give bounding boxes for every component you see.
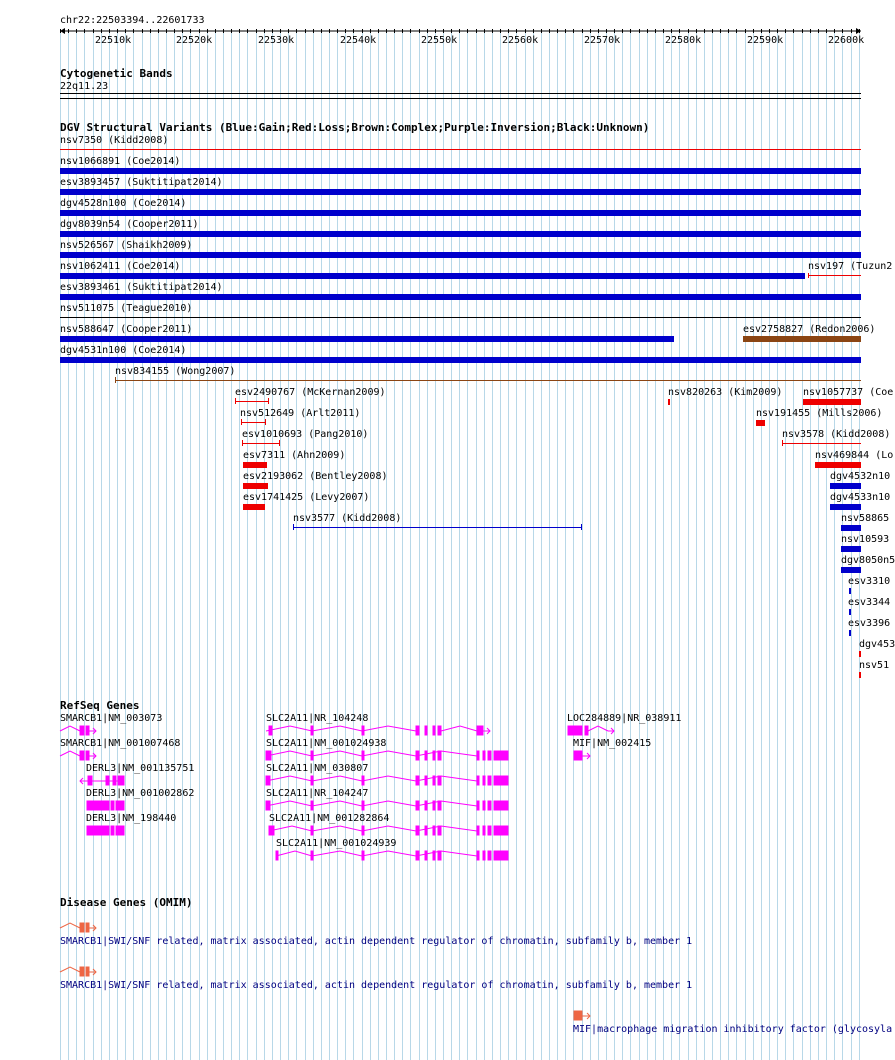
omim-track-title: Disease Genes (OMIM) (60, 896, 193, 909)
ruler-location: chr22:22503394..22601733 (60, 15, 205, 26)
variant-label[interactable]: dgv8039n54 (Cooper2011) (60, 219, 199, 230)
variant-label[interactable]: nsv58865 (841, 513, 890, 524)
variant-label[interactable]: nsv511075 (Teague2010) (60, 303, 193, 314)
ruler-tick-label: 22600k (828, 35, 865, 46)
omim-gene-description[interactable]: MIF|macrophage migration inhibitory factor (glycosyla (573, 1024, 893, 1035)
variant-label[interactable]: nsv820263 (Kim2009) (668, 387, 783, 398)
ruler-tick-label: 22540k (340, 35, 377, 46)
variant-label[interactable]: dgv4532n10 (830, 471, 891, 482)
variant-label[interactable]: nsv10593 (841, 534, 890, 545)
variant-label[interactable]: nsv588647 (Cooper2011) (60, 324, 193, 335)
variant-label[interactable]: dgv4531n100 (Coe2014) (60, 345, 187, 356)
variant-label[interactable]: nsv7350 (Kidd2008) (60, 135, 169, 146)
gene-label[interactable]: MIF|NM_002415 (573, 738, 652, 749)
gene-label[interactable]: LOC284889|NR_038911 (567, 713, 682, 724)
variant-label[interactable]: dgv4528n100 (Coe2014) (60, 198, 187, 209)
variant-label[interactable]: nsv51 (859, 660, 890, 671)
variant-label[interactable]: dgv453 (859, 639, 895, 650)
ruler-tick-label: 22530k (258, 35, 295, 46)
variant-label[interactable]: nsv469844 (Lo (815, 450, 894, 461)
variant-label[interactable]: esv3310 (848, 576, 891, 587)
variant-label[interactable]: nsv526567 (Shaikh2009) (60, 240, 193, 251)
ruler-tick-label: 22580k (665, 35, 702, 46)
variant-label[interactable]: nsv1062411 (Coe2014) (60, 261, 181, 272)
ruler-tick-label: 22520k (176, 35, 213, 46)
cytoband-label: 22q11.23 (60, 81, 109, 92)
ruler-tick-label: 22570k (584, 35, 621, 46)
variant-label[interactable]: dgv8050n5 (841, 555, 895, 566)
variant-label[interactable]: esv7311 (Ahn2009) (243, 450, 346, 461)
dgv-track-title: DGV Structural Variants (Blue:Gain;Red:Loss;Brown:Complex;Purple:Inversion;Black:Unknown) (60, 121, 650, 134)
variant-label[interactable]: esv2490767 (McKernan2009) (235, 387, 386, 398)
gene-label[interactable]: SLC2A11|NM_001024939 (276, 838, 397, 849)
variant-label[interactable]: nsv834155 (Wong2007) (115, 366, 236, 377)
variant-label[interactable]: esv3396 (848, 618, 891, 629)
gene-label[interactable]: DERL3|NM_001135751 (86, 763, 195, 774)
omim-gene-description[interactable]: SMARCB1|SWI/SNF related, matrix associated, actin dependent regulator of chromatin, subfamily b, member 1 (60, 980, 693, 991)
variant-label[interactable]: esv3893461 (Suktitipat2014) (60, 282, 223, 293)
variant-label[interactable]: nsv1057737 (Coe (803, 387, 894, 398)
ruler-tick-label: 22510k (95, 35, 132, 46)
variant-label[interactable]: nsv191455 (Mills2006) (756, 408, 883, 419)
gene-label[interactable]: SLC2A11|NR_104247 (266, 788, 369, 799)
omim-model-mif (574, 1011, 590, 1020)
variant-label[interactable]: esv1010693 (Pang2010) (242, 429, 369, 440)
cytoband-track-title: Cytogenetic Bands (60, 67, 173, 80)
variant-label[interactable]: esv3344 (848, 597, 891, 608)
variant-label[interactable]: nsv1066891 (Coe2014) (60, 156, 181, 167)
gene-label[interactable]: SLC2A11|NR_104248 (266, 713, 369, 724)
ruler-tick-label: 22560k (502, 35, 539, 46)
gene-label[interactable]: SMARCB1|NM_001007468 (60, 738, 181, 749)
variant-label[interactable]: esv3893457 (Suktitipat2014) (60, 177, 223, 188)
variant-label[interactable]: dgv4533n10 (830, 492, 891, 503)
variant-label[interactable]: esv2193062 (Bentley2008) (243, 471, 388, 482)
omim-model-smarcb1 (60, 923, 96, 932)
variant-label[interactable]: nsv512649 (Arlt2011) (240, 408, 361, 419)
gene-label[interactable]: DERL3|NM_198440 (86, 813, 177, 824)
ruler-tick-label: 22550k (421, 35, 458, 46)
refseq-track-title: RefSeq Genes (60, 699, 140, 712)
gene-label[interactable]: SMARCB1|NM_003073 (60, 713, 163, 724)
gene-label[interactable]: SLC2A11|NM_001024938 (266, 738, 387, 749)
variant-label[interactable]: nsv3577 (Kidd2008) (293, 513, 402, 524)
gene-label[interactable]: SLC2A11|NM_030807 (266, 763, 369, 774)
variant-label[interactable]: nsv197 (Tuzun2 (808, 261, 893, 272)
variant-label[interactable]: esv1741425 (Levy2007) (243, 492, 370, 503)
variant-label[interactable]: nsv3578 (Kidd2008) (782, 429, 891, 440)
omim-model-smarcb1 (60, 967, 96, 976)
variant-label[interactable]: esv2758827 (Redon2006) (743, 324, 876, 335)
omim-gene-description[interactable]: SMARCB1|SWI/SNF related, matrix associated, actin dependent regulator of chromatin, subfamily b, member 1 (60, 936, 693, 947)
gene-label[interactable]: SLC2A11|NM_001282864 (269, 813, 390, 824)
gene-label[interactable]: DERL3|NM_001002862 (86, 788, 195, 799)
ruler-tick-label: 22590k (747, 35, 784, 46)
